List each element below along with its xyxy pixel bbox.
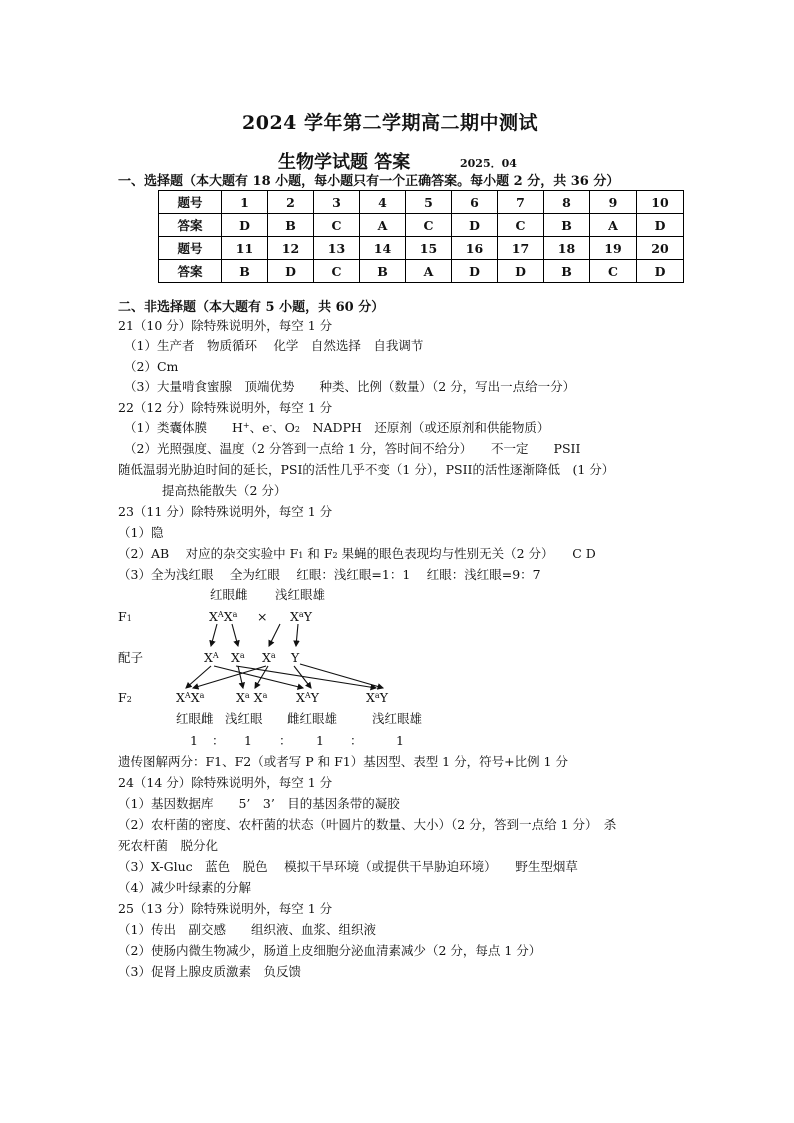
parent-female-phenotype: 红眼雌 — [210, 587, 248, 602]
row-label-f2: F2 — [118, 690, 132, 705]
parent-male-phenotype: 浅红眼雄 — [275, 587, 326, 602]
gamete-female-Xa: $X^a$ — [231, 650, 245, 665]
q23-diagram-note: 遗传图解两分：F1、F2（或者写 P 和 F1）基因型、表型 1 分，符号+比例 1 分 — [118, 754, 568, 769]
table-cell: 12 — [268, 237, 314, 260]
q22-answer-2: （2）光照强度、温度（2 分答到一点给 1 分，答时间不给分） 不一定 PSII — [124, 441, 581, 456]
offspring-genotype-4: $X^aY$ — [366, 690, 388, 705]
table-cell: 14 — [360, 237, 406, 260]
arrow-parent-Xa-male — [269, 624, 280, 646]
table-cell: B — [268, 214, 314, 237]
table-cell: 2 — [268, 191, 314, 214]
ratio-sep-3: ： — [350, 733, 363, 748]
ratio-sep-2: ： — [279, 733, 292, 748]
table-cell: 10 — [637, 191, 684, 214]
q25-header: 25（13 分）除特殊说明外，每空 1 分 — [118, 901, 333, 916]
table-cell: B — [544, 214, 590, 237]
table-cell: B — [222, 260, 268, 283]
q23-header: 23（11 分）除特殊说明外，每空 1 分 — [118, 504, 333, 519]
table-cell: A — [590, 214, 637, 237]
q25-answer-3: （3）促肾上腺皮质激素 负反馈 — [118, 964, 301, 979]
row-label-f1: F1 — [118, 609, 132, 624]
table-cell: D — [452, 260, 498, 283]
cross-symbol: × — [257, 609, 268, 624]
q22-answer-1: （1）类囊体膜 H+、e-、O2 NADPH 还原剂（或还原剂和供能物质） — [124, 420, 550, 435]
q21-answer-3: （3）大量啃食蜜腺 顶端优势 种类、比例（数量）（2 分，写出一点给一分） — [124, 379, 576, 394]
table-cell: 16 — [452, 237, 498, 260]
q24-header: 24（14 分）除特殊说明外，每空 1 分 — [118, 775, 333, 790]
q22-answer-2-cont: 随低温弱光胁迫时间的延长，PSI的活性几乎不变（1 分），PSII的活性逐渐降低 (1 分） — [118, 462, 615, 477]
offspring-genotype-2: $X^a$ $X^a$ — [236, 690, 268, 705]
q24-answer-1: （1）基因数据库 5’ 3’ 目的基因条带的凝胶 — [118, 796, 400, 811]
table-cell: 6 — [452, 191, 498, 214]
arrow-Y-to-4 — [300, 664, 383, 688]
row-label: 答案 — [159, 214, 222, 237]
table-cell: 4 — [360, 191, 406, 214]
q24-answer-2: （2）农杆菌的密度、农杆菌的状态（叶圆片的数量、大小）（2 分，答到一点给 1 分） 杀 — [118, 817, 617, 832]
row-label-gamete: 配子 — [118, 650, 144, 665]
table-cell: D — [637, 214, 684, 237]
table-cell: C — [406, 214, 452, 237]
offspring-phenotype-4: 浅红眼雄 — [372, 711, 423, 726]
table-cell: 18 — [544, 237, 590, 260]
table-cell: B — [544, 260, 590, 283]
table-cell: D — [268, 260, 314, 283]
table-cell: A — [360, 214, 406, 237]
q22-answer-3: 提高热能散失（2 分） — [162, 483, 287, 498]
table-cell: C — [590, 260, 637, 283]
offspring-phenotype-2: 浅红眼 — [225, 711, 263, 726]
genotype-male-parent: $X^aY$ — [290, 609, 312, 624]
table-cell: C — [314, 260, 360, 283]
ratio-1: 1 — [190, 733, 198, 748]
ratio-3: 1 — [316, 733, 324, 748]
q21-answer-2: （2）Cm — [124, 359, 179, 374]
table-cell: 15 — [406, 237, 452, 260]
gamete-male-Xa: $X^a$ — [262, 650, 276, 665]
offspring-genotype-1: $X^AX^a$ — [176, 690, 205, 705]
row-label: 题号 — [159, 191, 222, 214]
table-cell: 9 — [590, 191, 637, 214]
q21-answer-1: （1）生产者 物质循环 化学 自然选择 自我调节 — [124, 338, 424, 353]
q24-answer-4: （4）减少叶绿素的分解 — [118, 880, 251, 895]
table-cell: D — [498, 260, 544, 283]
q23-answer-2: （2）AB 对应的杂交实验中 F1 和 F2 果蝇的眼色表现均与性别无关（2 分） C D — [118, 546, 596, 561]
ratio-4: 1 — [396, 733, 404, 748]
q21-header: 21（10 分）除特殊说明外，每空 1 分 — [118, 318, 333, 333]
table-cell: 8 — [544, 191, 590, 214]
page-title: 2024 学年第二学期高二期中测试 — [242, 112, 538, 134]
table-cell: 17 — [498, 237, 544, 260]
table-cell: B — [360, 260, 406, 283]
arrow-parent-XA — [211, 624, 217, 646]
gamete-female-XA: $X^A$ — [204, 650, 219, 665]
table-cell: 11 — [222, 237, 268, 260]
table-cell: C — [314, 214, 360, 237]
arrow-parent-Xa-female — [232, 624, 238, 646]
table-cell: 3 — [314, 191, 360, 214]
table-cell: 1 — [222, 191, 268, 214]
arrow-parent-Y — [296, 624, 298, 646]
arrow-Xa-to-2 — [238, 666, 243, 688]
genotype-female-parent: $X^AX^a$ — [209, 609, 238, 624]
q24-answer-3: （3）X-Gluc 蓝色 脱色 模拟干旱环境（或提供干旱胁迫环境） 野生型烟草 — [118, 859, 578, 874]
offspring-phenotype-1: 红眼雌 — [176, 711, 214, 726]
section1-heading: 一、选择题（本大题有 18 小题，每小题只有一个正确答案。每小题 2 分，共 36 分） — [118, 174, 620, 189]
table-cell: D — [637, 260, 684, 283]
q23-answer-3: （3）全为浅红眼 全为红眼 红眼：浅红眼=1：1 红眼：浅红眼=9：7 — [118, 567, 541, 582]
q23-answer-1: （1）隐 — [118, 525, 164, 540]
page-subtitle: 生物学试题 答案 — [278, 152, 411, 173]
section2-heading: 二、非选择题（本大题有 5 小题，共 60 分） — [118, 300, 385, 315]
ratio-sep-1: ： — [212, 733, 225, 748]
table-cell: D — [452, 214, 498, 237]
exam-date: 2025．04 — [460, 157, 517, 170]
q22-header: 22（12 分）除特殊说明外，每空 1 分 — [118, 400, 333, 415]
q25-answer-2: （2）使肠内微生物减少，肠道上皮细胞分泌血清素减少（2 分，每点 1 分） — [118, 943, 542, 958]
gamete-male-Y: Y — [291, 650, 300, 665]
table-cell: D — [222, 214, 268, 237]
row-label: 答案 — [159, 260, 222, 283]
table-cell: 5 — [406, 191, 452, 214]
row-label: 题号 — [159, 237, 222, 260]
q25-answer-1: （1）传出 副交感 组织液、血浆、组织液 — [118, 922, 376, 937]
ratio-2: 1 — [244, 733, 252, 748]
table-cell: 13 — [314, 237, 360, 260]
table-cell: 19 — [590, 237, 637, 260]
offspring-phenotype-3: 雌红眼雄 — [287, 711, 338, 726]
table-cell: C — [498, 214, 544, 237]
offspring-genotype-3: $X^AY$ — [296, 690, 319, 705]
table-cell: 7 — [498, 191, 544, 214]
table-cell: 20 — [637, 237, 684, 260]
q24-answer-2-cont: 死农杆菌 脱分化 — [118, 838, 219, 853]
table-cell: A — [406, 260, 452, 283]
arrow-XA-to-1 — [186, 666, 211, 688]
